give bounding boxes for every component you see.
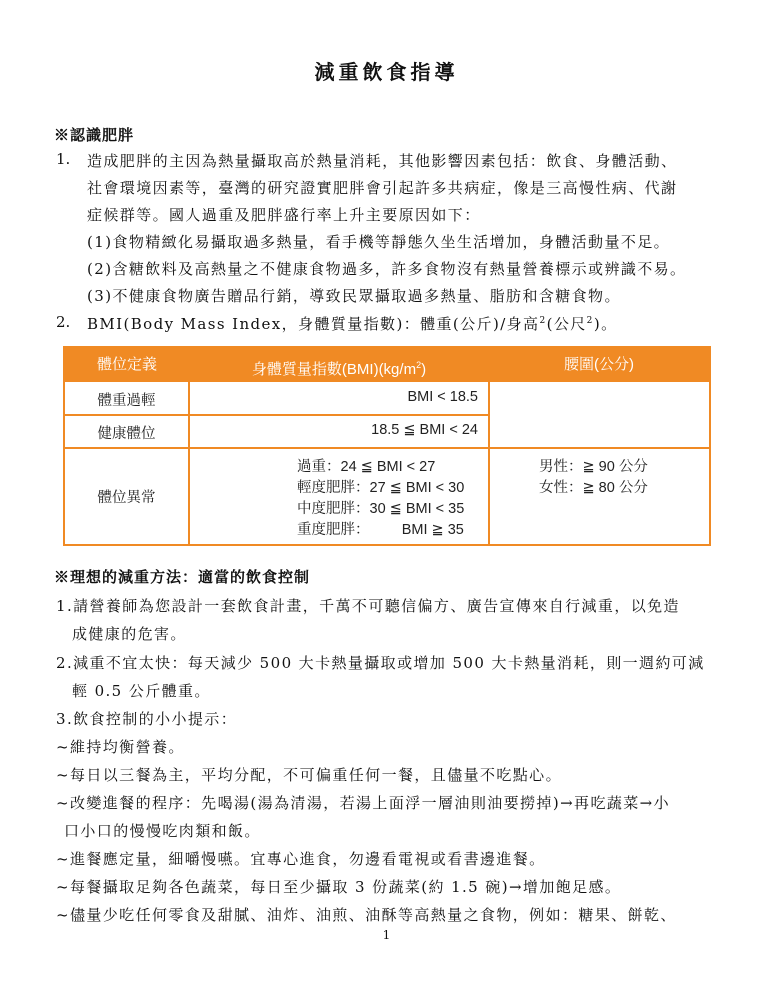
paragraph-line: ~儘量少吃任何零食及甜膩、油炸、油煎、油酥等高熱量之食物，例如：糖果、餅乾、: [56, 906, 677, 924]
table-cell-label: 健康體位: [97, 426, 156, 442]
table-cell-label: 體重過輕: [97, 393, 156, 409]
table-cell-bmi: 重度肥胖： BMI ≧ 35: [297, 522, 464, 538]
header-bmi: [189, 348, 489, 382]
page-title: 減重飲食指導: [314, 60, 459, 84]
table-cell-bmi: 輕度肥胖：27 ≦ BMI < 30: [297, 480, 465, 496]
table-cell-label: 體位異常: [97, 490, 156, 506]
header-waist: 腰圍(公分): [564, 356, 634, 373]
table-divider: [188, 382, 190, 544]
table-cell-bmi: BMI < 18.5: [407, 389, 478, 405]
paragraph-line: 症候群等。國人過重及肥胖盛行率上升主要原因如下：: [87, 206, 481, 224]
paragraph-line: ~進餐應定量，細嚼慢嚥。宜專心進食，勿邊看電視或看書邊進餐。: [56, 850, 546, 868]
paragraph-line: ~每日以三餐為主，平均分配，不可偏重任何一餐，且儘量不吃點心。: [56, 766, 562, 784]
paragraph-line: (2)含糖飲料及高熱量之不健康食物過多，許多食物沒有熱量營養標示或辨識不易。: [87, 260, 687, 278]
section-heading-diet: ※理想的減重方法：適當的飲食控制: [54, 568, 311, 586]
paragraph-line: ~改變進餐的程序：先喝湯(湯為清湯，若湯上面浮一層油則油要撈掉)→再吃蔬菜→小: [56, 794, 671, 812]
header-weight-definition: 體位定義: [96, 356, 157, 373]
paragraph-line: 造成肥胖的主因為熱量攝取高於熱量消耗，其他影響因素包括：飲食、身體活動、: [87, 152, 678, 170]
table-divider: [65, 447, 709, 449]
superscript: 2: [586, 316, 594, 326]
item-number: 1.: [56, 150, 71, 168]
table-cell-waist: 男性：≧ 90 公分: [539, 459, 648, 475]
paragraph-line: 輕 0.5 公斤體重。: [72, 682, 211, 700]
bmi-definition: [87, 313, 617, 334]
paragraph-line: 口小口的慢慢吃肉類和飯。: [64, 822, 261, 840]
paragraph-line: ~每餐攝取足夠各色蔬菜，每日至少攝取 3 份蔬菜(約 1.5 碗)→增加飽足感。: [56, 878, 622, 896]
table-divider: [65, 414, 488, 416]
header-bmi-text: 身體質量指數(BMI)(kg/m: [251, 361, 417, 378]
superscript: 2: [416, 360, 422, 370]
table-cell-waist: 女性：≧ 80 公分: [539, 480, 648, 496]
paragraph-line: 社會環境因素等，臺灣的研究證實肥胖會引起許多共病症，像是三高慢性病、代謝: [87, 179, 678, 197]
table-divider: [488, 382, 490, 544]
paragraph-line: ~維持均衡營養。: [56, 738, 185, 756]
bmi-text: )。: [593, 315, 618, 333]
paragraph-line: 3.飲食控制的小小提示：: [56, 710, 238, 728]
bmi-text: (公尺: [546, 315, 587, 333]
paragraph-line: (3)不健康食物廣告贈品行銷，導致民眾攝取過多熱量、脂肪和含糖食物。: [87, 287, 621, 305]
table-cell-bmi: 中度肥胖：30 ≦ BMI < 35: [297, 501, 465, 517]
bmi-table: [63, 346, 711, 546]
table-cell-bmi: 過重：24 ≦ BMI < 27: [297, 459, 436, 475]
superscript: 2: [539, 316, 547, 326]
paragraph-line: 成健康的危害。: [72, 625, 187, 643]
table-cell-bmi: 18.5 ≦ BMI < 24: [371, 422, 478, 438]
header-bmi-text: ): [421, 361, 427, 378]
item-number: 2.: [56, 313, 71, 331]
section-heading-obesity: ※認識肥胖: [54, 126, 135, 144]
bmi-text: BMI(Body Mass Index，身體質量指數)：體重(公斤)/身高: [87, 315, 540, 333]
paragraph-line: (1)食物精緻化易攝取過多熱量，看手機等靜態久坐生活增加，身體活動量不足。: [87, 233, 671, 251]
table-header: [65, 348, 709, 382]
page-number: 1: [382, 928, 391, 942]
paragraph-line: 1.請營養師為您設計一套飲食計畫，千萬不可聽信偏方、廣告宣傳來自行減重，以免造: [56, 597, 680, 615]
paragraph-line: 2.減重不宜太快：每天減少 500 大卡熱量攝取或增加 500 大卡熱量消耗，則一週約可減: [56, 654, 705, 672]
